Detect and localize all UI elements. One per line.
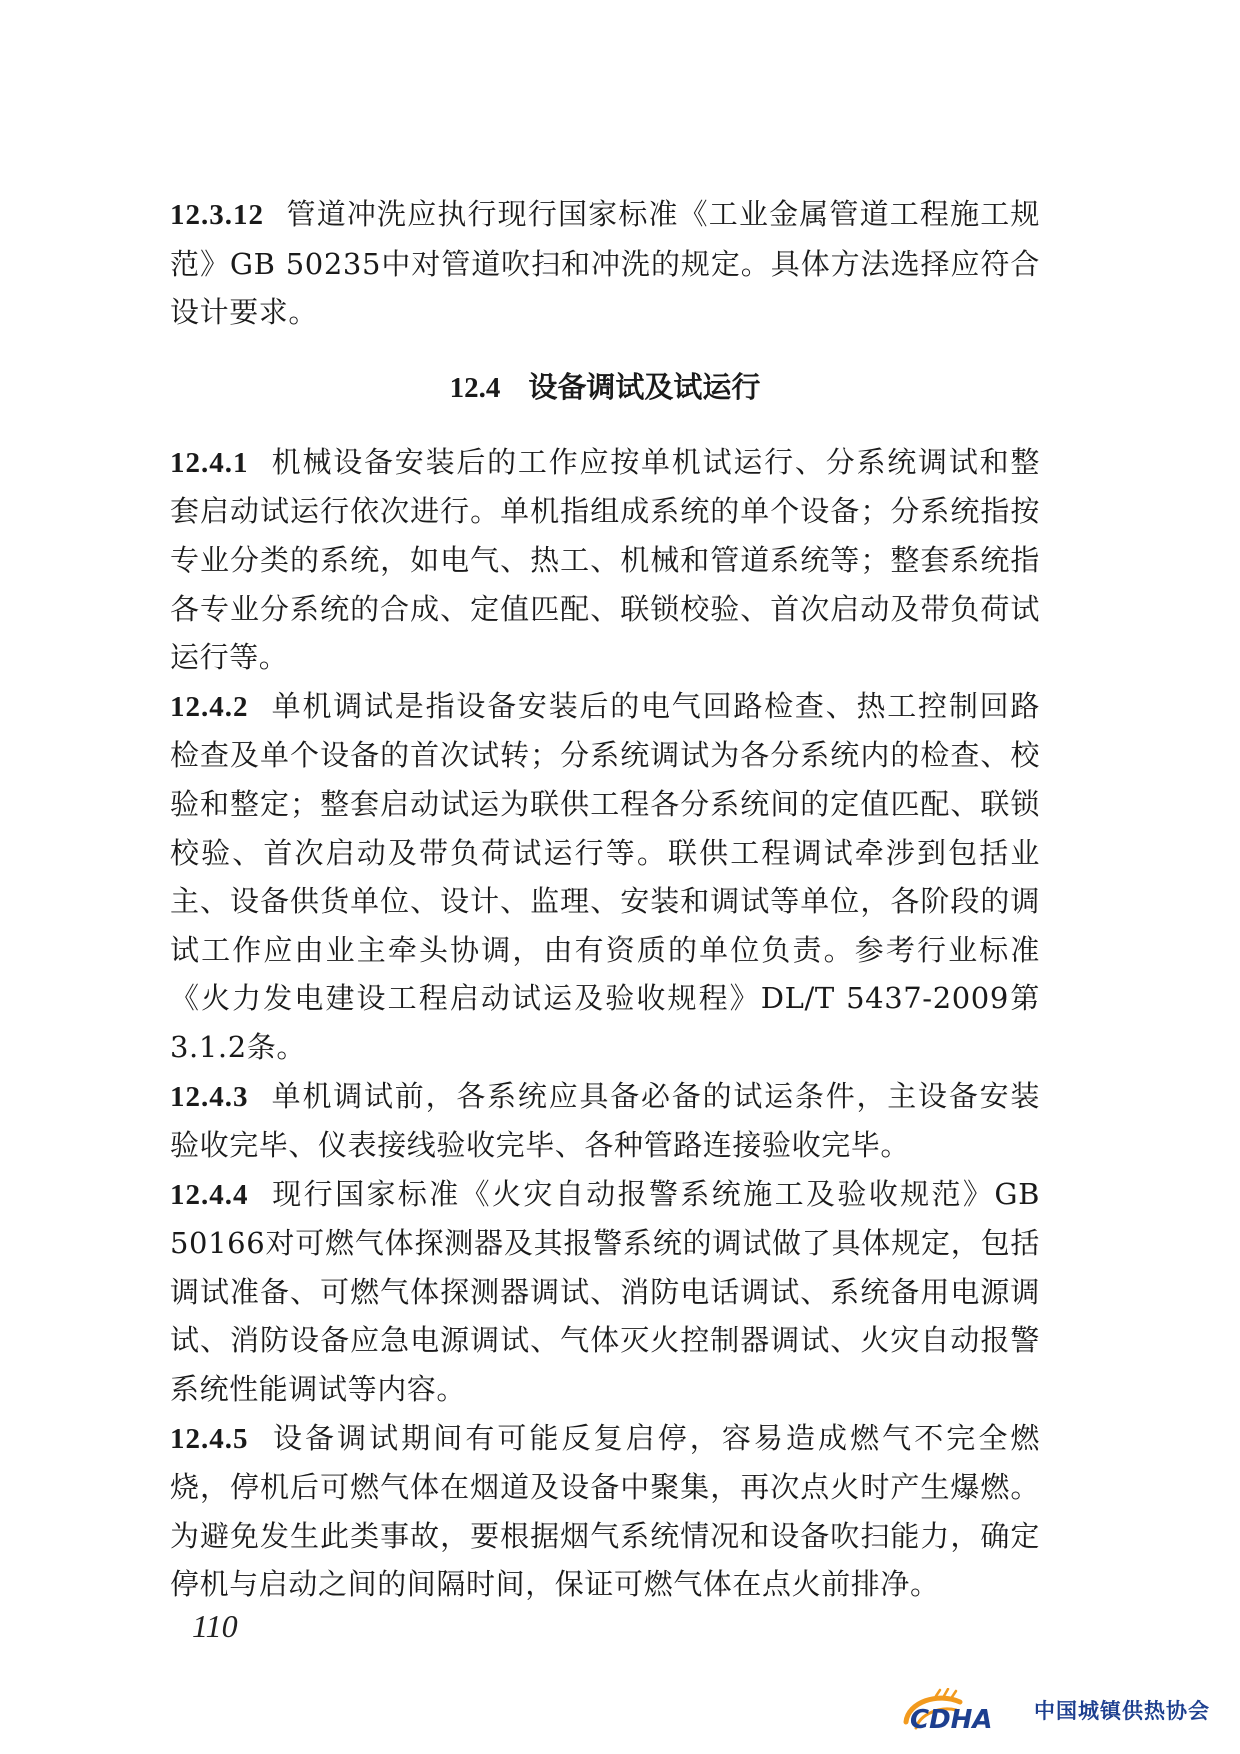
clause-number: 12.4.2 — [170, 690, 249, 723]
clause-12-4-3 — [170, 1072, 1040, 1170]
clause-text: 机械设备安装后的工作应按单机试运行、分系统调试和整套启动试运行依次进行。单机指组成系统的单个设备；分系统指按专业分类的系统，如电气、热工、机械和管道系统等；整套系统指各专业分系统的合成、定值匹配、联锁校验、首次启动及带负荷试运行等。 — [170, 444, 1040, 675]
logo-name: 中国城镇供热协会 — [1034, 1699, 1210, 1723]
clause-number: 12.4.5 — [170, 1422, 249, 1455]
page-number: 110 — [192, 1608, 238, 1644]
clause-text: 单机调试是指设备安装后的电气回路检查、热工控制回路检查及单个设备的首次试转；分系统调试为各分系统内的检查、校验和整定；整套启动试运为联供工程各分系统间的定值匹配、联锁校验、首次启动及带负荷试运行等。联供工程调试牵涉到包括业主、设备供货单位、设计、监理、安装和调试等单位，各阶段的调试工作应由业主牵头协调，由有资质的单位负责。参考行业标准《火力发电建设工程启动试运及验收规程》DL/T 5437-2009第3.1.2条。 — [170, 688, 1040, 1064]
cdha-logo-icon — [898, 1688, 1028, 1732]
clause-12-4-5 — [170, 1414, 1040, 1609]
clause-text: 单机调试前，各系统应具备必备的试运条件，主设备安装验收完毕、仪表接线验收完毕、各种管路连接验收完毕。 — [170, 1078, 1040, 1163]
clause-text: 设备调试期间有可能反复启停，容易造成燃气不完全燃烧，停机后可燃气体在烟道及设备中聚集，再次点火时产生爆燃。为避免发生此类事故，要根据烟气系统情况和设备吹扫能力，确定停机与启动之间的间隔时间，保证可燃气体在点火前排净。 — [170, 1420, 1040, 1602]
clause-number: 12.4.4 — [170, 1178, 249, 1211]
page-content — [170, 190, 1040, 1609]
clause-12-4-4 — [170, 1170, 1040, 1414]
section-number: 12.4 — [449, 371, 501, 404]
section-title: 设备调试及试运行 — [528, 369, 761, 404]
clause-text: 现行国家标准《火灾自动报警系统施工及验收规范》GB 50166对可燃气体探测器及其报警系统的调试做了具体规定，包括调试准备、可燃气体探测器调试、消防电话调试、系统备用电源调试、消防设备应急电源调试、气体灭火控制器调试、火灾自动报警系统性能调试等内容。 — [170, 1176, 1040, 1407]
logo-abbr: CDHA — [910, 1705, 993, 1732]
clause-text: 管道冲洗应执行现行国家标准《工业金属管道工程施工规范》GB 50235中对管道吹扫和冲洗的规定。具体方法选择应符合设计要求。 — [170, 197, 1040, 330]
clause-12-4-1 — [170, 438, 1040, 682]
cdha-logo — [898, 1688, 1210, 1732]
clause-number: 12.3.12 — [170, 199, 264, 231]
clause-number: 12.4.1 — [170, 446, 249, 479]
clause-number: 12.4.3 — [170, 1080, 249, 1113]
clause-12-3-12 — [170, 190, 1040, 337]
clause-12-4-2 — [170, 682, 1040, 1072]
section-heading — [170, 365, 1040, 410]
